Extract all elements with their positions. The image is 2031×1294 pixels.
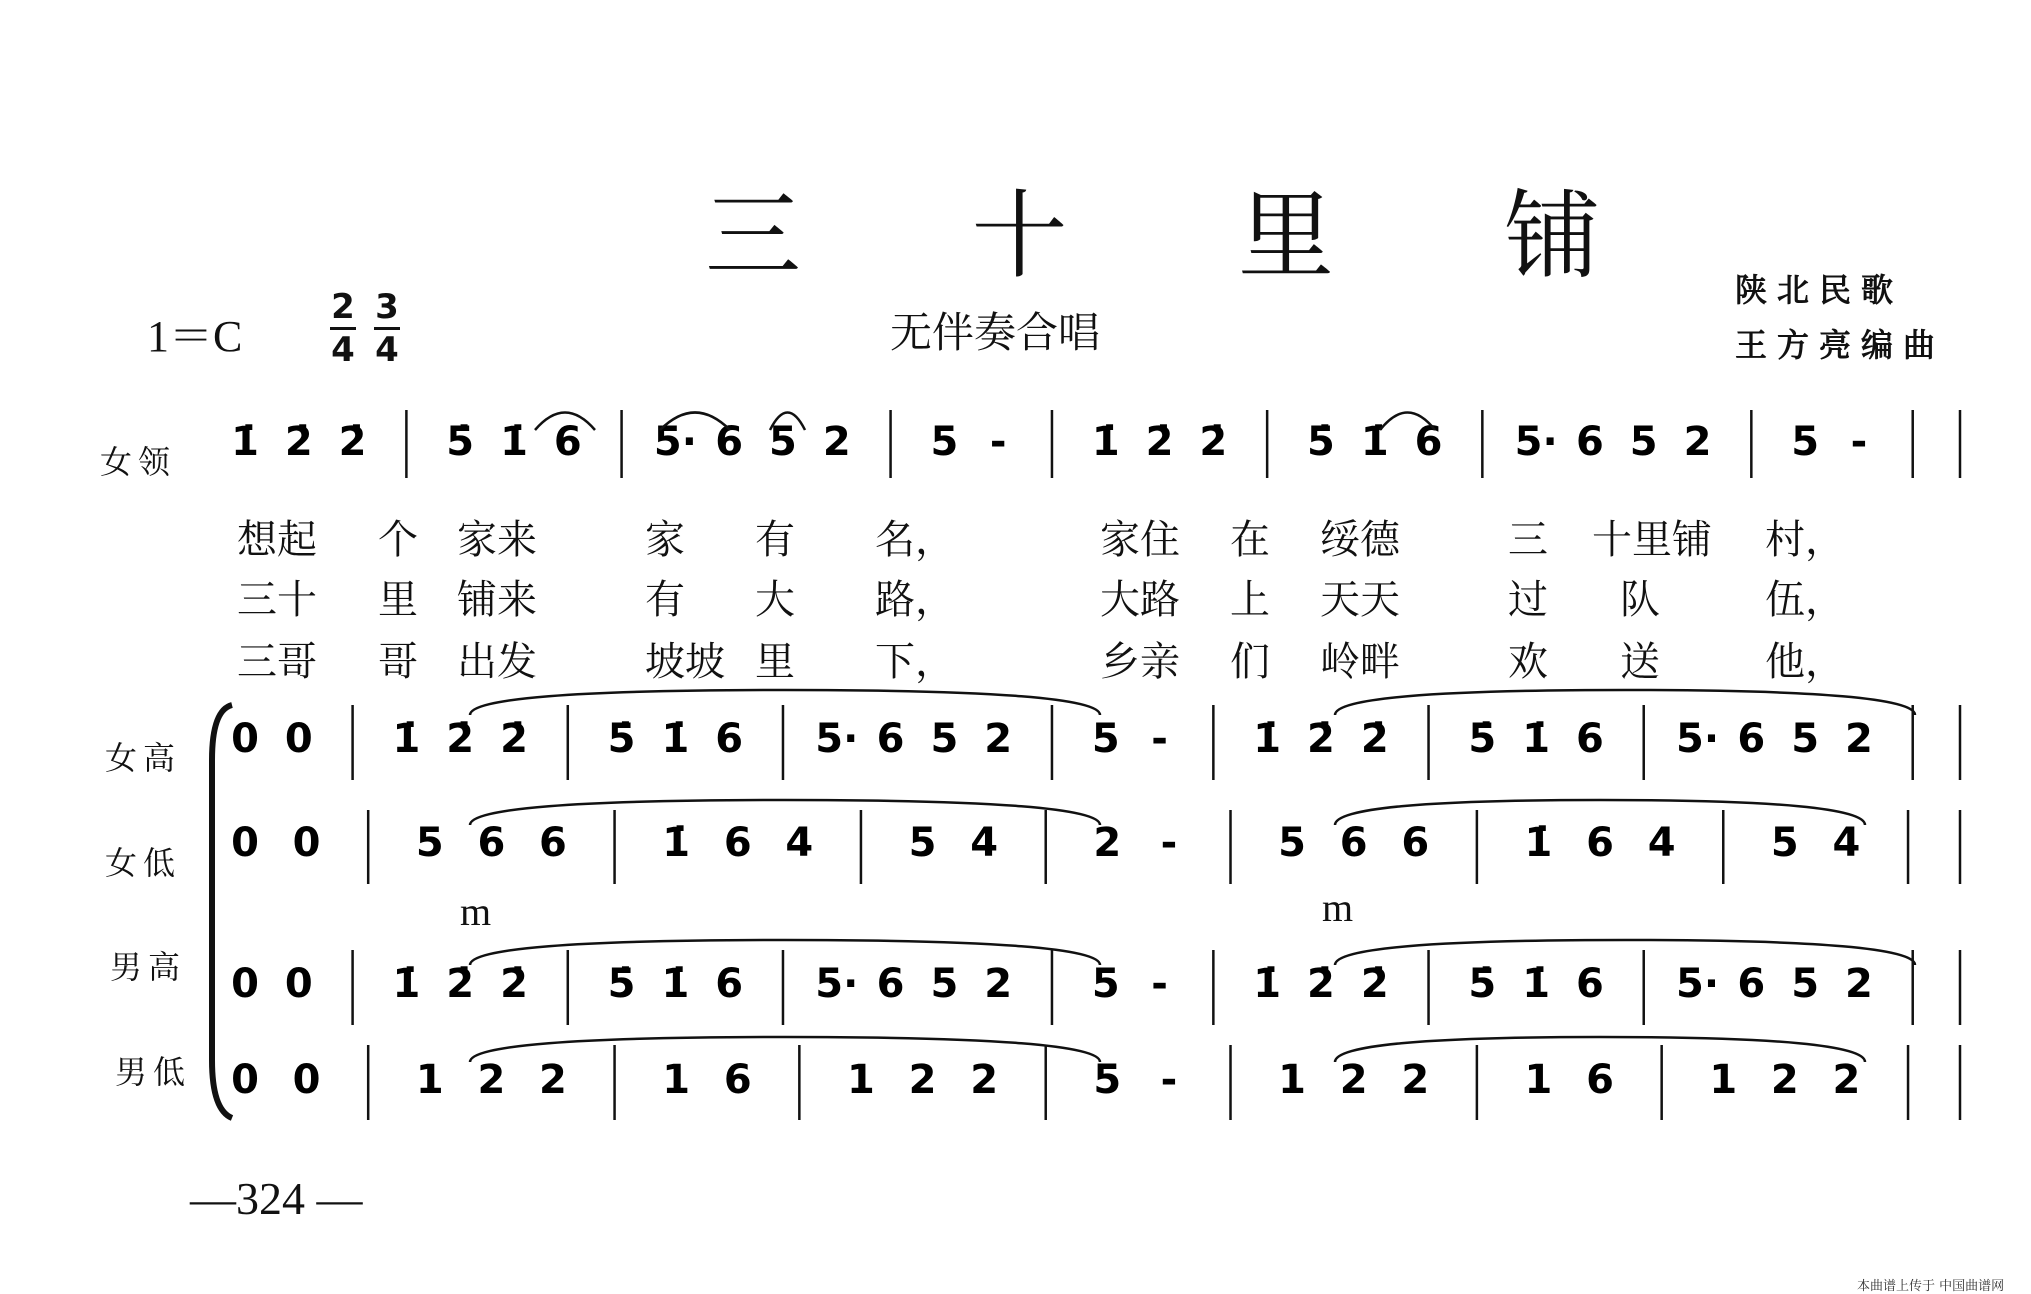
page-number: —324 — (190, 1173, 363, 1224)
note: 6 (1414, 419, 1443, 465)
note: 5 (1278, 820, 1307, 866)
lyric-word: 三 (1508, 517, 1548, 563)
lyric-word: 伍， (1765, 577, 1845, 623)
phrase-slur (1335, 690, 1915, 715)
note: 1̇ (1091, 419, 1120, 465)
note: 6 (723, 1057, 752, 1103)
note: 1̇ (500, 419, 528, 465)
note: 1̇ (1253, 961, 1282, 1007)
note: 4 (785, 820, 814, 866)
note: 2̇ (1307, 961, 1335, 1007)
lyric-word: 大路 (1100, 577, 1180, 623)
lyric-word: 家来 (457, 517, 537, 563)
phrase-slur (470, 690, 1100, 715)
lyric-word: 在 (1230, 517, 1270, 563)
lyric-word: 村， (1765, 517, 1845, 563)
lyric-word: 乡亲 (1100, 639, 1180, 685)
note: 5̇ (607, 716, 636, 762)
note: 2 (1339, 1057, 1368, 1103)
note: 2 (908, 1057, 937, 1103)
note: 5 (1791, 716, 1820, 762)
lyric-word: 出发 (457, 639, 537, 685)
footer-watermark: 本曲谱上传于 中国曲谱网 (1857, 1279, 2005, 1294)
note: 0 (231, 820, 259, 866)
note: 1 (1524, 1057, 1553, 1103)
lyric-word: 有 (755, 517, 795, 563)
note: 6 (1401, 820, 1430, 866)
dynamic-mark: m (460, 889, 492, 934)
note: 5 (1093, 1057, 1122, 1103)
lyric-word: 想起 (237, 517, 317, 563)
lyric-word: 个 (378, 517, 418, 563)
note: 4 (1647, 820, 1676, 866)
lyric-word: 铺来 (457, 577, 537, 623)
note: 2̇ (500, 716, 528, 762)
lyric-word: 路， (875, 577, 955, 623)
note: 1̇ (662, 820, 691, 866)
note: 6 (1737, 716, 1766, 762)
note: 6 (553, 419, 582, 465)
note: 1̇ (661, 716, 690, 762)
note: 6 (715, 716, 744, 762)
part-label-lead: 女领 (100, 443, 177, 481)
note: 5 (1629, 419, 1658, 465)
lyric-word: 里 (755, 639, 795, 685)
lyric-word: 有 (645, 577, 685, 623)
note: 2 (822, 419, 851, 465)
part-label-tenor: 男高 (110, 948, 187, 986)
note: - (1160, 820, 1178, 866)
note: 2 (1401, 1057, 1430, 1103)
note: 5 (1091, 961, 1120, 1007)
lyric-word: 里 (378, 577, 418, 623)
note: 2̇ (1360, 961, 1389, 1007)
note: 5̇ (1468, 961, 1497, 1007)
note: 5̇ (607, 961, 636, 1007)
note: 2 (539, 1057, 567, 1103)
note: 2 (970, 1057, 999, 1103)
note: 2 (1832, 1057, 1861, 1103)
note: 0 (284, 716, 313, 762)
note: 2 (1845, 961, 1873, 1007)
note: 1 (1709, 1057, 1738, 1103)
note: 5 (769, 419, 797, 465)
note: 2̇ (446, 716, 475, 762)
phrase-slur (1335, 940, 1915, 965)
note: 6 (477, 820, 506, 866)
note: - (1160, 1057, 1178, 1103)
note: 5̇ (1307, 419, 1335, 465)
note: 5 (1091, 716, 1120, 762)
note: 5 (930, 419, 959, 465)
note: 6 (715, 961, 744, 1007)
note: 1 (1278, 1057, 1307, 1103)
note: 5· (1514, 419, 1558, 465)
subtitle: 无伴奏合唱 (890, 308, 1101, 357)
lyric-word: 天天 (1320, 577, 1400, 623)
note: 5̇ (446, 419, 475, 465)
note: 1̇ (392, 961, 421, 1007)
note: 1̇ (1253, 716, 1282, 762)
note: 6 (1339, 820, 1368, 866)
note: 5· (1676, 961, 1720, 1007)
note: 6 (1586, 1057, 1614, 1103)
note: 2 (1845, 716, 1873, 762)
part-label-soprano: 女高 (105, 739, 182, 777)
note: 5 (930, 961, 959, 1007)
note: 5· (815, 961, 859, 1007)
note: 0 (231, 716, 259, 762)
lyric-word: 大 (755, 577, 795, 623)
note: 2̇ (284, 419, 313, 465)
lyric-word: 队 (1620, 577, 1660, 623)
note: 2 (1093, 820, 1122, 866)
lyric-word: 他， (1765, 639, 1845, 685)
note: 5 (1791, 961, 1820, 1007)
note: 5 (415, 820, 444, 866)
note: 2̇ (1145, 419, 1174, 465)
note: - (1151, 716, 1168, 762)
note: 5· (1676, 716, 1720, 762)
note: 2 (1683, 419, 1712, 465)
note: 5 (930, 716, 959, 762)
note: 6 (715, 419, 744, 465)
note: 1 (662, 1057, 691, 1103)
note: - (989, 419, 1007, 465)
lyric-word: 上 (1230, 577, 1270, 623)
lyric-word: 送 (1620, 639, 1660, 685)
note: 6 (1576, 419, 1604, 465)
note: 0 (292, 820, 321, 866)
lyric-word: 家住 (1100, 517, 1180, 563)
note: 1̇ (1522, 961, 1551, 1007)
song-title: 三 十 里 铺 (705, 180, 1671, 292)
note: 5 (1791, 419, 1820, 465)
note: 6 (1576, 716, 1604, 762)
lyric-word: 坡坡 (645, 639, 725, 685)
note: 2̇ (1307, 716, 1335, 762)
origin-credit: 陕北民歌 (1735, 271, 1904, 309)
note: 0 (284, 961, 313, 1007)
lyric-word: 欢 (1508, 639, 1548, 685)
note: 6 (876, 716, 905, 762)
note: 5̇ (1468, 716, 1497, 762)
note: 0 (292, 1057, 321, 1103)
note: 1̇ (1524, 820, 1553, 866)
note: 6 (539, 820, 567, 866)
time-signature-2-4: 2 4 (331, 287, 355, 370)
note: 1̇ (392, 716, 421, 762)
note: 6 (1576, 961, 1604, 1007)
note: 2 (477, 1057, 506, 1103)
lyric-word: 三十 (237, 577, 317, 623)
lyric-word: 们 (1230, 639, 1270, 685)
system-brace (212, 705, 232, 1118)
lyric-word: 下， (875, 639, 955, 685)
time-signature-3-4: 3 4 (375, 287, 399, 370)
part-label-bass: 男低 (115, 1053, 192, 1091)
note: 5 (1770, 820, 1799, 866)
note: - (1151, 961, 1168, 1007)
note: - (1850, 419, 1868, 465)
note: 1̇ (1522, 716, 1551, 762)
note: 5· (815, 716, 859, 762)
note: 1 (415, 1057, 444, 1103)
note: 1̇ (661, 961, 690, 1007)
note: 6 (1586, 820, 1614, 866)
note: 5· (653, 419, 697, 465)
key-signature: 1＝C (147, 312, 243, 361)
note: 4 (1832, 820, 1861, 866)
note: 1̇ (1360, 419, 1389, 465)
lyric-word: 岭畔 (1320, 639, 1400, 685)
lyric-word: 名， (875, 517, 955, 563)
note: 6 (723, 820, 752, 866)
note: 5 (908, 820, 937, 866)
arranger-credit: 王方亮编曲 (1735, 326, 1946, 364)
lyric-word: 绥德 (1320, 517, 1400, 563)
part-label-alto: 女低 (105, 844, 182, 882)
dynamic-mark: m (1322, 885, 1354, 930)
note: 2̇ (1360, 716, 1389, 762)
note: 2 (984, 716, 1013, 762)
note: 1 (847, 1057, 875, 1103)
note: 0 (231, 1057, 259, 1103)
note: 2 (984, 961, 1013, 1007)
note: 2̇ (1199, 419, 1228, 465)
note: 2̇ (500, 961, 528, 1007)
note: 6 (1737, 961, 1766, 1007)
note: 2̇ (338, 419, 367, 465)
lyric-word: 哥 (378, 639, 418, 685)
note: 4 (970, 820, 999, 866)
note: 1̇ (231, 419, 259, 465)
lyric-word: 家 (645, 517, 685, 563)
note: 2 (1770, 1057, 1799, 1103)
lyric-word: 过 (1508, 577, 1548, 623)
lyric-word: 三哥 (237, 639, 317, 685)
lyric-word: 十里铺 (1592, 517, 1712, 563)
note: 6 (876, 961, 905, 1007)
note: 0 (231, 961, 259, 1007)
note: 2̇ (446, 961, 475, 1007)
